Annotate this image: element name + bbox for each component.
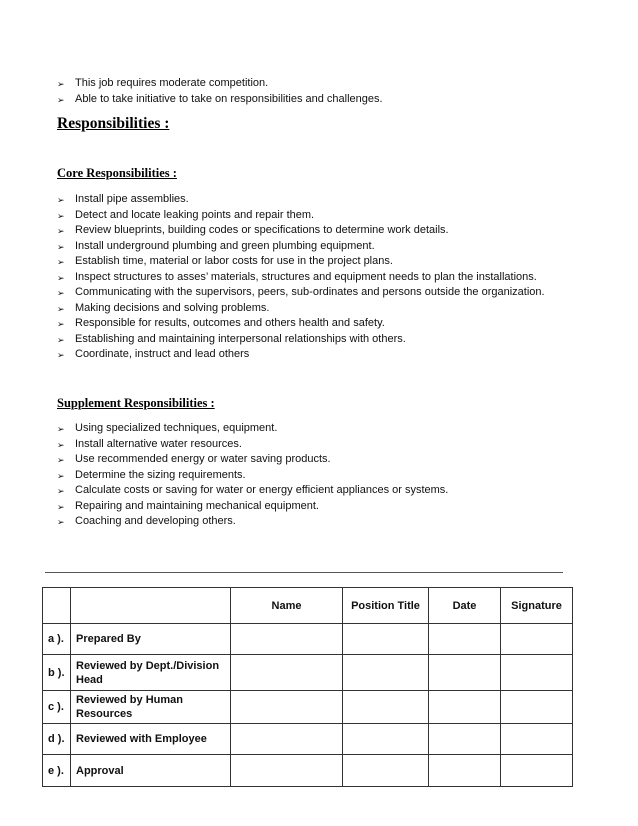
table-row bbox=[43, 691, 573, 724]
list-item: ➢ Review blueprints, building codes or specifications to determine work details. bbox=[57, 224, 449, 236]
arrow-bullet-icon: ➢ bbox=[57, 439, 65, 450]
responsibilities-heading: Responsibilities : bbox=[57, 115, 170, 132]
row-text: Reviewed by Dept./Division Head bbox=[71, 655, 231, 691]
signature-table bbox=[42, 587, 573, 787]
arrow-bullet-icon: ➢ bbox=[57, 517, 65, 527]
position-title-cell bbox=[343, 624, 429, 655]
name-cell bbox=[231, 691, 343, 724]
list-item: ➢ Using specialized techniques, equipment. bbox=[57, 422, 278, 434]
signature-cell bbox=[501, 724, 573, 755]
arrow-bullet-icon: ➢ bbox=[57, 79, 65, 89]
row-label: b ). bbox=[43, 655, 71, 691]
table-row bbox=[43, 624, 573, 655]
list-item: ➢ Responsible for results, outcomes and others health and safety. bbox=[57, 317, 385, 329]
signature-cell bbox=[501, 655, 573, 691]
row-label: e ). bbox=[43, 755, 71, 787]
intro-bullet-list bbox=[57, 76, 383, 107]
table-row bbox=[43, 755, 573, 787]
arrow-bullet-icon: ➢ bbox=[57, 486, 65, 496]
core-responsibilities-heading: Core Responsibilities : bbox=[57, 166, 177, 180]
position-title-cell bbox=[343, 724, 429, 755]
arrow-bullet-icon: ➢ bbox=[57, 288, 65, 298]
position-title-cell bbox=[343, 691, 429, 724]
arrow-bullet-icon: ➢ bbox=[57, 455, 65, 465]
arrow-bullet-icon: ➢ bbox=[57, 257, 65, 267]
list-item: ➢ Install alternative water resources. bbox=[57, 437, 242, 450]
table-row bbox=[43, 655, 573, 691]
list-item: ➢ Install pipe assemblies. bbox=[57, 193, 189, 205]
arrow-bullet-icon: ➢ bbox=[57, 195, 65, 205]
list-item: ➢ Coordinate, instruct and lead others bbox=[57, 348, 250, 360]
list-item: ➢ Detect and locate leaking points and repair them. bbox=[57, 208, 315, 221]
header-name: Name bbox=[231, 588, 343, 624]
list-item: ➢ Coaching and developing others. bbox=[57, 515, 236, 527]
header-cell bbox=[43, 588, 71, 624]
list-item: ➢ This job requires moderate competition. bbox=[57, 77, 269, 89]
date-cell bbox=[429, 655, 501, 691]
header-cell bbox=[71, 588, 231, 624]
arrow-bullet-icon: ➢ bbox=[57, 226, 65, 236]
name-cell bbox=[231, 755, 343, 787]
row-label: a ). bbox=[43, 624, 71, 655]
list-item: ➢ Able to take initiative to take on responsibilities and challenges. bbox=[57, 92, 383, 105]
row-label: d ). bbox=[43, 724, 71, 755]
table-row bbox=[43, 724, 573, 755]
list-item: ➢ Communicating with the supervisors, peers, sub-ordinates and persons outside the organization. bbox=[57, 286, 545, 298]
arrow-bullet-icon: ➢ bbox=[57, 272, 65, 283]
list-item: ➢ Establish time, material or labor costs for use in the project plans. bbox=[57, 255, 393, 267]
signature-cell bbox=[501, 691, 573, 724]
supplement-responsibilities-list bbox=[57, 421, 448, 530]
header-date: Date bbox=[429, 588, 501, 624]
arrow-bullet-icon: ➢ bbox=[57, 303, 65, 314]
arrow-bullet-icon: ➢ bbox=[57, 350, 65, 360]
signature-cell bbox=[501, 755, 573, 787]
table-header-row bbox=[43, 588, 573, 624]
list-item: ➢ Repairing and maintaining mechanical equipment. bbox=[57, 499, 319, 512]
row-text: Reviewed with Employee bbox=[71, 724, 231, 755]
position-title-cell bbox=[343, 655, 429, 691]
list-item: ➢ Install underground plumbing and green plumbing equipment. bbox=[57, 239, 375, 252]
arrow-bullet-icon: ➢ bbox=[57, 319, 65, 329]
row-text: Prepared By bbox=[71, 624, 231, 655]
list-item: ➢ Use recommended energy or water saving products. bbox=[57, 453, 331, 465]
name-cell bbox=[231, 724, 343, 755]
header-signature: Signature bbox=[501, 588, 573, 624]
list-item: ➢ Determine the sizing requirements. bbox=[57, 468, 246, 481]
row-text: Approval bbox=[71, 755, 231, 787]
date-cell bbox=[429, 624, 501, 655]
arrow-bullet-icon: ➢ bbox=[57, 94, 65, 105]
signature-cell bbox=[501, 624, 573, 655]
core-responsibilities-list bbox=[57, 192, 545, 363]
row-label: c ). bbox=[43, 691, 71, 724]
position-title-cell bbox=[343, 755, 429, 787]
arrow-bullet-icon: ➢ bbox=[57, 210, 65, 221]
date-cell bbox=[429, 691, 501, 724]
arrow-bullet-icon: ➢ bbox=[57, 470, 65, 481]
supplement-responsibilities-heading: Supplement Responsibilities : bbox=[57, 396, 215, 410]
arrow-bullet-icon: ➢ bbox=[57, 241, 65, 252]
header-position-title: Position Title bbox=[343, 588, 429, 624]
horizontal-divider bbox=[45, 572, 563, 573]
list-item: ➢ Inspect structures to asses’ materials, structures and equipment needs to plan the installations. bbox=[57, 270, 537, 283]
date-cell bbox=[429, 755, 501, 787]
arrow-bullet-icon: ➢ bbox=[57, 334, 65, 345]
arrow-bullet-icon: ➢ bbox=[57, 424, 65, 434]
arrow-bullet-icon: ➢ bbox=[57, 501, 65, 512]
list-item: ➢ Establishing and maintaining interpersonal relationships with others. bbox=[57, 332, 406, 345]
list-item: ➢ Calculate costs or saving for water or energy efficient appliances or systems. bbox=[57, 484, 449, 496]
name-cell bbox=[231, 655, 343, 691]
row-text: Reviewed by Human Resources bbox=[71, 691, 231, 724]
date-cell bbox=[429, 724, 501, 755]
list-item: ➢ Making decisions and solving problems. bbox=[57, 301, 270, 314]
name-cell bbox=[231, 624, 343, 655]
